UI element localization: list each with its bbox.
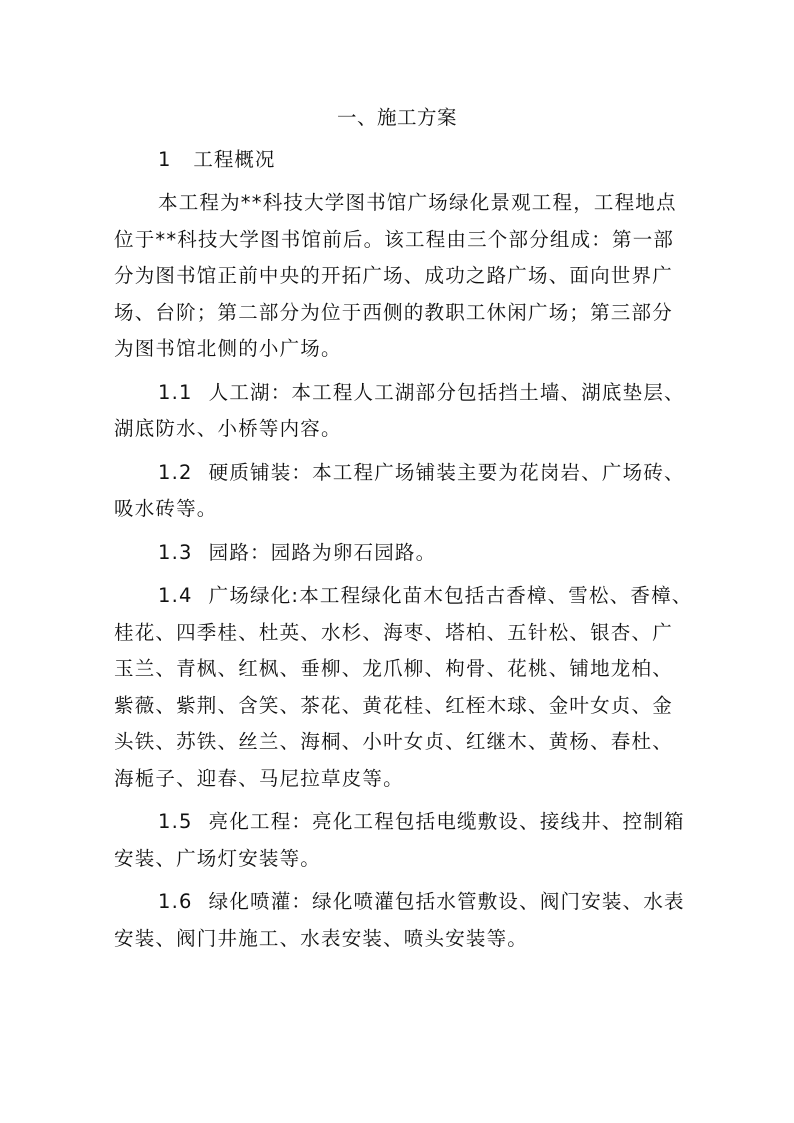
paragraph-1-5 xyxy=(114,804,694,877)
heading-number: 1 xyxy=(158,148,172,171)
section-number: 1.6 xyxy=(158,890,193,913)
paragraph-1-2 xyxy=(114,455,694,528)
paragraph-intro xyxy=(114,185,694,368)
paragraph-line: 吸水砖等。 xyxy=(114,497,218,520)
paragraph-line-text: 硬质铺装：本工程广场铺装主要为花岗岩、广场砖、 xyxy=(208,460,685,484)
paragraph-1-6 xyxy=(114,884,694,957)
paragraph-line: 海栀子、迎春、马尼拉草皮等。 xyxy=(114,766,404,790)
paragraph-line-text: 广场绿化:本工程绿化苗木包括古香樟、雪松、香樟、 xyxy=(208,584,693,607)
paragraph-line-text: 绿化喷灌：绿化喷灌包括水管敷设、阀门安装、水表 xyxy=(208,890,685,913)
paragraph-line: 玉兰、青枫、红枫、垂柳、龙爪柳、枸骨、花桃、铺地龙柏、 xyxy=(114,657,673,680)
paragraph-line: 安装、阀门井施工、水表安装、喷头安装等。 xyxy=(114,926,529,950)
section-number: 1.2 xyxy=(158,460,193,484)
paragraph-line xyxy=(114,375,694,412)
paragraph-line: 分为图书馆正前中央的开拓广场、成功之路广场、面向世界广 xyxy=(114,264,673,287)
document-body xyxy=(114,185,694,957)
paragraph-line: 安装、广场灯安装等。 xyxy=(114,846,322,870)
section-number: 1.3 xyxy=(158,540,193,564)
paragraph-line: 湖底防水、小桥等内容。 xyxy=(114,417,342,440)
paragraph-line-text: 亮化工程：亮化工程包括电缆敷设、接线井、控制箱 xyxy=(208,810,685,833)
paragraph-line xyxy=(114,884,694,921)
paragraph-line-text: 人工湖：本工程人工湖部分包括挡土墙、湖底垫层、 xyxy=(208,380,685,404)
paragraph-line: 为图书馆北侧的小广场。 xyxy=(114,337,342,360)
section-number: 1.1 xyxy=(158,380,193,404)
section-number: 1.4 xyxy=(158,584,193,607)
paragraph-line: 头铁、苏铁、丝兰、海桐、小叶女贞、红继木、黄杨、春杜、 xyxy=(114,730,673,753)
paragraph-1-4 xyxy=(114,578,694,797)
paragraph-line xyxy=(114,578,694,615)
paragraph-line: 场、台阶；第二部分为位于西侧的教职工休闲广场；第三部分 xyxy=(114,300,673,324)
section-number: 1.5 xyxy=(158,810,193,833)
section-title: 一、施工方案 xyxy=(336,106,457,129)
paragraph-line: 紫薇、紫荆、含笑、茶花、黄花桂、红桎木球、金叶女贞、金 xyxy=(114,693,673,717)
paragraph-line xyxy=(114,804,694,841)
paragraph-line xyxy=(114,455,694,492)
paragraph-line xyxy=(114,535,694,572)
paragraph-line: 位于**科技大学图书馆前后。该工程由三个部分组成：第一部 xyxy=(114,227,675,251)
heading-text: 工程概况 xyxy=(193,148,276,171)
paragraph-1-1 xyxy=(114,375,694,448)
paragraph-1-3 xyxy=(114,535,694,572)
paragraph-line-text: 园路：园路为卵石园路。 xyxy=(208,540,437,564)
paragraph-line: 桂花、四季桂、杜英、水杉、海枣、塔柏、五针松、银杏、广 xyxy=(114,620,673,644)
subsection-heading xyxy=(158,146,275,174)
paragraph-line: 本工程为**科技大学图书馆广场绿化景观工程，工程地点 xyxy=(158,191,677,214)
